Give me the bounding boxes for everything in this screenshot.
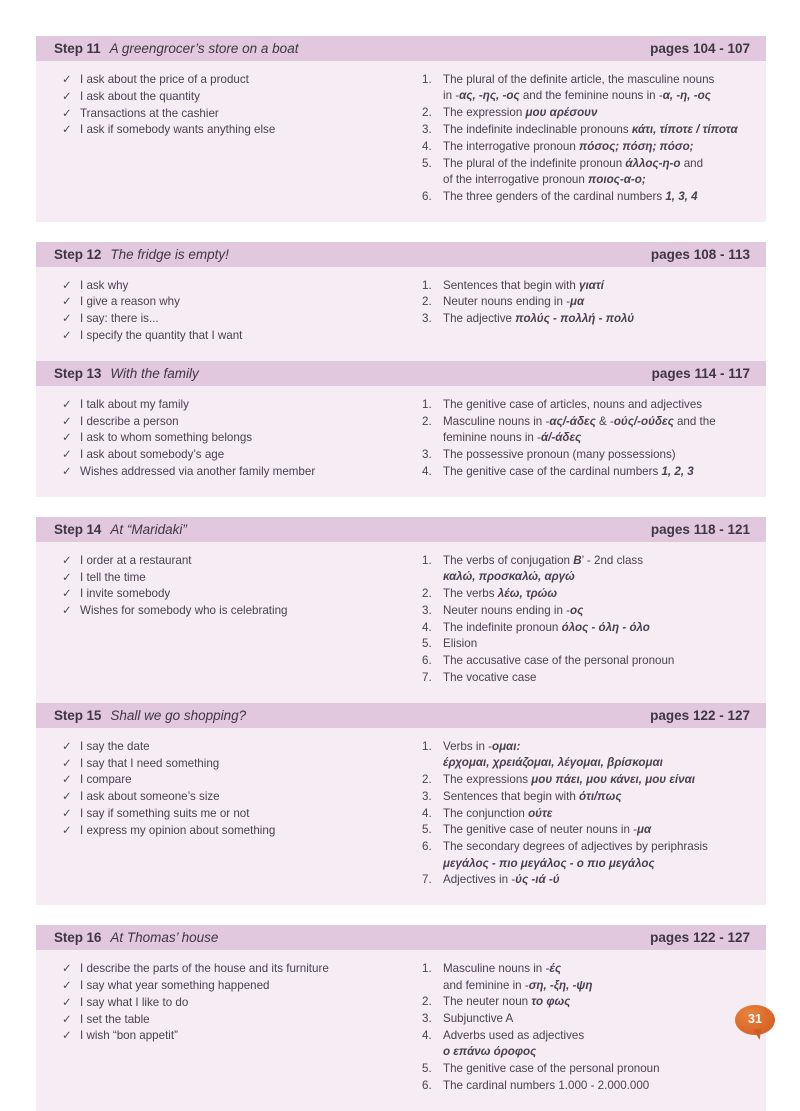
can-do-item: [62, 89, 410, 105]
can-do-text: Wishes for somebody who is celebrating: [80, 604, 288, 618]
step-title: The fridge is empty!: [110, 246, 229, 262]
grammar-item-text: [443, 156, 750, 189]
check-icon: ✓: [62, 279, 72, 292]
grammar-item-text: [443, 961, 750, 994]
page-number-text: 31: [748, 1012, 762, 1027]
grammar-item: [422, 620, 750, 636]
can-do-item: [62, 414, 410, 430]
steps-container: [36, 36, 766, 1111]
grammar-item-text: [443, 122, 750, 138]
grammar-item: [422, 1011, 750, 1027]
can-do-text: I ask about the quantity: [80, 89, 200, 103]
can-do-column: [54, 278, 410, 345]
step-header: [36, 925, 766, 950]
check-icon: ✓: [62, 313, 72, 326]
grammar-item-text: [443, 105, 750, 121]
grammar-item: [422, 447, 750, 463]
grammar-item: [422, 1028, 750, 1061]
grammar-item-line: The cardinal numbers 1.000 - 2.000.000: [443, 1078, 650, 1092]
can-do-item: [62, 1012, 410, 1028]
grammar-item-line: μεγάλος - πιο μεγάλος - ο πιο μεγάλος: [443, 856, 655, 870]
check-icon: ✓: [62, 124, 72, 137]
grammar-item-number: 6.: [422, 654, 432, 668]
grammar-item-text: [443, 636, 750, 652]
grammar-list: [422, 961, 750, 1094]
grammar-item-number: 3.: [422, 123, 432, 136]
can-do-text: I say the date: [80, 739, 150, 753]
can-do-item: [62, 464, 410, 480]
grammar-item: [422, 122, 750, 138]
grammar-item-text: [443, 806, 750, 822]
grammar-item: [422, 1078, 750, 1094]
grammar-item-line: The three genders of the cardinal numbers 1, 3, 4: [443, 189, 698, 203]
grammar-item-text: [443, 1078, 750, 1094]
grammar-item-text: [443, 586, 750, 602]
can-do-text: I specify the quantity that I want: [80, 328, 243, 342]
grammar-item-number: 7.: [422, 670, 432, 684]
grammar-item-line: The accusative case of the personal pronoun: [443, 654, 675, 668]
grammar-item-number: 5.: [422, 823, 432, 837]
can-do-list: [62, 739, 410, 839]
grammar-item-text: [443, 294, 750, 310]
grammar-list: [422, 278, 750, 328]
grammar-item: [422, 72, 750, 105]
check-icon: ✓: [62, 1030, 72, 1043]
can-do-list: [62, 278, 410, 345]
can-do-item: [62, 397, 410, 413]
can-do-item: [62, 553, 410, 569]
grammar-item-line: of the interrogative pronoun ποιος-α-ο;: [443, 173, 646, 186]
grammar-item-line: feminine nouns in -ά/-άδες: [443, 430, 582, 444]
step-section: [36, 517, 766, 703]
can-do-item: [62, 978, 410, 994]
grammar-item-number: 2.: [422, 106, 432, 120]
grammar-item-text: [443, 872, 750, 888]
can-do-item: [62, 995, 410, 1011]
grammar-item-text: [443, 620, 750, 636]
grammar-item-text: [443, 772, 750, 788]
grammar-item: [422, 839, 750, 872]
step-body: [36, 61, 766, 222]
grammar-item-line: The verbs of conjugation Β’ - 2nd class: [443, 553, 643, 567]
grammar-item: [422, 311, 750, 327]
can-do-item: [62, 603, 410, 619]
check-icon: ✓: [62, 1013, 72, 1026]
grammar-item-text: [443, 739, 750, 772]
can-do-text: I wish “bon appetit”: [80, 1029, 178, 1043]
can-do-column: [54, 397, 410, 481]
step-pages: pages 118 - 121: [650, 521, 750, 537]
can-do-text: I ask about the price of a product: [80, 73, 249, 86]
check-icon: ✓: [62, 757, 72, 770]
grammar-item-line: The secondary degrees of adjectives by periphrasis: [443, 840, 708, 854]
grammar-item-text: [443, 670, 750, 686]
check-icon: ✓: [62, 963, 72, 976]
step-pages: pages 122 - 127: [650, 707, 750, 723]
can-do-list: [62, 961, 410, 1045]
grammar-item-text: [443, 789, 750, 805]
grammar-item: [422, 156, 750, 189]
grammar-item-line: The interrogative pronoun πόσος; πόση; πόσο;: [443, 139, 694, 153]
grammar-item-text: [443, 994, 750, 1010]
step-body: [36, 386, 766, 497]
grammar-item-text: [443, 839, 750, 872]
grammar-item-line: The genitive case of neuter nouns in -μα: [443, 823, 652, 837]
step-title: With the family: [110, 365, 199, 381]
check-icon: ✓: [62, 432, 72, 445]
grammar-item: [422, 772, 750, 788]
grammar-item-text: [443, 189, 750, 205]
grammar-item-text: [443, 1011, 750, 1027]
step-label: Step 13: [54, 365, 102, 381]
grammar-item-text: [443, 72, 750, 105]
check-icon: ✓: [62, 774, 72, 787]
grammar-item-number: 6.: [422, 189, 432, 203]
grammar-item-line: in -ας, -ης, -ος and the feminine nouns in -α, -η, -ος: [443, 89, 711, 103]
step-pages: pages 114 - 117: [651, 365, 750, 381]
grammar-item-number: 2.: [422, 772, 432, 786]
grammar-item-number: 4.: [422, 464, 432, 478]
section-gap: [36, 222, 766, 242]
can-do-item: [62, 328, 410, 344]
can-do-text: I ask about somebody’s age: [80, 448, 225, 462]
can-do-column: [54, 72, 410, 206]
grammar-item: [422, 670, 750, 686]
grammar-item: [422, 553, 750, 586]
grammar-item-line: The plural of the indefinite pronoun άλλος-η-ο and: [443, 156, 704, 170]
check-icon: ✓: [62, 791, 72, 804]
step-title: At “Maridaki”: [110, 521, 187, 537]
step-header: [36, 361, 766, 386]
grammar-item-text: [443, 414, 750, 447]
grammar-item-number: 3.: [422, 312, 432, 326]
can-do-text: I talk about my family: [80, 397, 189, 411]
grammar-column: [410, 961, 750, 1095]
grammar-item-line: The genitive case of the personal pronoun: [443, 1062, 660, 1076]
can-do-text: I ask about someone’s size: [80, 790, 220, 804]
grammar-item-number: 3.: [422, 789, 432, 803]
grammar-item-number: 2.: [422, 995, 432, 1009]
grammar-item-number: 5.: [422, 156, 432, 170]
check-icon: ✓: [62, 107, 72, 120]
can-do-text: I ask why: [80, 278, 129, 292]
step-header: [36, 242, 766, 267]
can-do-list: [62, 553, 410, 620]
grammar-item-number: 1.: [422, 397, 432, 411]
grammar-item-line: The expressions μου πάει, μου κάνει, μου είναι: [443, 772, 695, 786]
check-icon: ✓: [62, 807, 72, 820]
grammar-item: [422, 278, 750, 294]
step-title: A greengrocer’s store on a boat: [109, 41, 299, 56]
grammar-item-line: Neuter nouns ending in -μα: [443, 295, 585, 309]
grammar-item-line: καλώ, προσκαλώ, αργώ: [443, 570, 575, 584]
can-do-column: [54, 961, 410, 1095]
grammar-item: [422, 105, 750, 121]
step-section: [36, 361, 766, 497]
grammar-item-line: έρχομαι, χρειάζομαι, λέγομαι, βρίσκομαι: [443, 756, 663, 770]
check-icon: ✓: [62, 465, 72, 478]
grammar-item-number: 2.: [422, 414, 432, 428]
grammar-item-line: The genitive case of the cardinal numbers 1, 2, 3: [443, 464, 694, 478]
grammar-item-line: The possessive pronoun (many possessions): [443, 447, 676, 461]
grammar-item-number: 6.: [422, 840, 432, 854]
can-do-text: I say that I need something: [80, 756, 220, 770]
grammar-item-line: The vocative case: [443, 670, 537, 684]
check-icon: ✓: [62, 415, 72, 428]
check-icon: ✓: [62, 571, 72, 584]
grammar-item-text: [443, 311, 750, 327]
grammar-item: [422, 822, 750, 838]
grammar-item: [422, 961, 750, 994]
can-do-text: Transactions at the cashier: [80, 106, 219, 120]
grammar-item-number: 2.: [422, 295, 432, 309]
can-do-text: I order at a restaurant: [80, 553, 192, 567]
step-pages: pages 122 - 127: [650, 930, 750, 946]
grammar-item-text: [443, 653, 750, 669]
can-do-item: [62, 447, 410, 463]
step-label: Step 16: [54, 930, 102, 946]
section-gap: [36, 497, 766, 517]
step-title: At Thomas’ house: [110, 930, 219, 946]
bubble-tail-icon: [753, 1029, 762, 1041]
grammar-list: [422, 397, 750, 480]
step-section: [36, 703, 766, 905]
grammar-item-line: Masculine nouns in -ας/-άδες & -ούς/-ούδες and the: [443, 414, 716, 428]
grammar-item-line: The neuter noun το φως: [443, 995, 571, 1009]
grammar-item-number: 1.: [422, 73, 432, 86]
step-header: [36, 36, 766, 61]
step-label: Step 12: [54, 246, 102, 262]
grammar-item-line: The indefinite indeclinable pronouns κάτι, τίποτε / τίποτα: [443, 123, 738, 136]
can-do-item: [62, 1028, 410, 1044]
grammar-item-number: 4.: [422, 620, 432, 634]
can-do-text: I say what year something happened: [80, 978, 270, 992]
can-do-list: [62, 397, 410, 481]
can-do-text: I describe a person: [80, 414, 179, 428]
grammar-item-number: 1.: [422, 962, 432, 976]
can-do-text: I say what I like to do: [80, 995, 189, 1009]
grammar-item-number: 5.: [422, 637, 432, 651]
can-do-text: I ask to whom something belongs: [80, 431, 253, 445]
step-body: [36, 728, 766, 905]
grammar-item-line: Sentences that begin with γιατί: [443, 278, 604, 292]
check-icon: ✓: [62, 996, 72, 1009]
grammar-item-line: Subjunctive A: [443, 1012, 514, 1026]
grammar-item-number: 6.: [422, 1078, 432, 1092]
grammar-item-text: [443, 822, 750, 838]
can-do-text: I invite somebody: [80, 587, 171, 601]
grammar-item-text: [443, 139, 750, 155]
grammar-item: [422, 139, 750, 155]
grammar-item-text: [443, 1028, 750, 1061]
check-icon: ✓: [62, 554, 72, 567]
grammar-item: [422, 653, 750, 669]
grammar-item-number: 1.: [422, 278, 432, 292]
step-body: [36, 267, 766, 361]
grammar-item-line: Neuter nouns ending in -ος: [443, 603, 584, 617]
step-section: [36, 925, 766, 1111]
section-gap: [36, 905, 766, 925]
can-do-column: [54, 553, 410, 687]
grammar-item: [422, 806, 750, 822]
grammar-item: [422, 636, 750, 652]
grammar-list: [422, 72, 750, 205]
can-do-text: I tell the time: [80, 570, 146, 584]
grammar-column: [410, 397, 750, 481]
step-body: [36, 950, 766, 1111]
step-title: Shall we go shopping?: [110, 707, 247, 723]
check-icon: ✓: [62, 605, 72, 618]
can-do-column: [54, 739, 410, 889]
grammar-item-line: The conjunction ούτε: [443, 806, 553, 820]
can-do-item: [62, 278, 410, 294]
can-do-item: [62, 72, 410, 88]
check-icon: ✓: [62, 824, 72, 837]
grammar-item-line: The plural of the definite article, the masculine nouns: [443, 73, 715, 86]
check-icon: ✓: [62, 979, 72, 992]
grammar-item-number: 3.: [422, 1012, 432, 1026]
check-icon: ✓: [62, 90, 72, 103]
grammar-item-text: [443, 603, 750, 619]
can-do-item: [62, 122, 410, 138]
step-label: Step 11: [54, 41, 101, 56]
step-body: [36, 542, 766, 703]
can-do-text: I set the table: [80, 1012, 150, 1026]
grammar-item-number: 1.: [422, 739, 432, 753]
step-section: [36, 36, 766, 222]
can-do-text: Wishes addressed via another family member: [80, 464, 316, 478]
can-do-item: [62, 739, 410, 755]
grammar-item-number: 4.: [422, 1028, 432, 1042]
grammar-item: [422, 603, 750, 619]
can-do-item: [62, 772, 410, 788]
check-icon: ✓: [62, 449, 72, 462]
grammar-item-number: 4.: [422, 139, 432, 153]
can-do-item: [62, 756, 410, 772]
can-do-text: I describe the parts of the house and its furniture: [80, 962, 329, 976]
grammar-item-line: Sentences that begin with ότι/πως: [443, 789, 622, 803]
grammar-item-line: The adjective πολύς - πολλή - πολύ: [443, 312, 635, 326]
can-do-item: [62, 430, 410, 446]
step-label: Step 14: [54, 521, 102, 537]
step-header: [36, 703, 766, 728]
can-do-item: [62, 294, 410, 310]
can-do-item: [62, 106, 410, 122]
grammar-item-number: 1.: [422, 553, 432, 567]
can-do-list: [62, 72, 410, 139]
grammar-column: [410, 553, 750, 687]
grammar-item: [422, 189, 750, 205]
grammar-item: [422, 872, 750, 888]
can-do-text: I give a reason why: [80, 295, 180, 309]
check-icon: ✓: [62, 296, 72, 309]
grammar-item-line: The expression μου αρέσουν: [443, 106, 598, 120]
step-pages: pages 104 - 107: [650, 41, 750, 56]
step-label: Step 15: [54, 707, 102, 723]
grammar-item: [422, 414, 750, 447]
can-do-text: I compare: [80, 773, 132, 787]
grammar-item: [422, 586, 750, 602]
grammar-item-text: [443, 553, 750, 586]
can-do-text: I ask if somebody wants anything else: [80, 123, 276, 137]
grammar-item-number: 2.: [422, 586, 432, 600]
grammar-column: [410, 739, 750, 889]
can-do-text: I say if something suits me or not: [80, 806, 250, 820]
can-do-item: [62, 961, 410, 977]
step-section: [36, 242, 766, 361]
grammar-item-line: Masculine nouns in -ές: [443, 962, 562, 976]
can-do-item: [62, 311, 410, 327]
check-icon: ✓: [62, 740, 72, 753]
grammar-item-text: [443, 447, 750, 463]
step-pages: pages 108 - 113: [650, 246, 750, 262]
grammar-item: [422, 464, 750, 480]
can-do-item: [62, 823, 410, 839]
grammar-item-line: The verbs λέω, τρώω: [443, 586, 558, 600]
grammar-item-number: 4.: [422, 806, 432, 820]
grammar-item-line: Adverbs used as adjectives: [443, 1028, 585, 1042]
grammar-item-number: 7.: [422, 873, 432, 887]
grammar-item-line: Adjectives in -ύς -ιά -ύ: [443, 873, 560, 887]
can-do-text: I express my opinion about something: [80, 823, 276, 837]
can-do-item: [62, 570, 410, 586]
grammar-item: [422, 739, 750, 772]
check-icon: ✓: [62, 398, 72, 411]
check-icon: ✓: [62, 588, 72, 601]
can-do-item: [62, 586, 410, 602]
check-icon: ✓: [62, 74, 72, 86]
grammar-item: [422, 397, 750, 413]
page-number-badge: [735, 1005, 775, 1037]
grammar-item: [422, 994, 750, 1010]
grammar-item-line: The genitive case of articles, nouns and adjectives: [443, 397, 703, 411]
grammar-item: [422, 789, 750, 805]
grammar-item-number: 3.: [422, 447, 432, 461]
grammar-item-line: ο επάνω όροφος: [443, 1045, 537, 1059]
grammar-item: [422, 294, 750, 310]
can-do-item: [62, 806, 410, 822]
check-icon: ✓: [62, 329, 72, 342]
grammar-item-line: Elision: [443, 637, 478, 651]
grammar-column: [410, 72, 750, 206]
grammar-item-number: 5.: [422, 1062, 432, 1076]
grammar-item-number: 3.: [422, 603, 432, 617]
grammar-list: [422, 553, 750, 687]
grammar-list: [422, 739, 750, 889]
step-header: [36, 517, 766, 542]
can-do-item: [62, 789, 410, 805]
grammar-item-text: [443, 464, 750, 480]
grammar-item-text: [443, 1061, 750, 1077]
grammar-item-line: Verbs in -ομαι:: [443, 739, 521, 753]
grammar-column: [410, 278, 750, 345]
grammar-item-line: and feminine in -ση, -ξη, -ψη: [443, 978, 593, 992]
grammar-item-text: [443, 397, 750, 413]
grammar-item-text: [443, 278, 750, 294]
can-do-text: I say: there is...: [80, 312, 159, 326]
grammar-item-line: The indefinite pronoun όλος - όλη - όλο: [443, 620, 650, 634]
grammar-item: [422, 1061, 750, 1077]
